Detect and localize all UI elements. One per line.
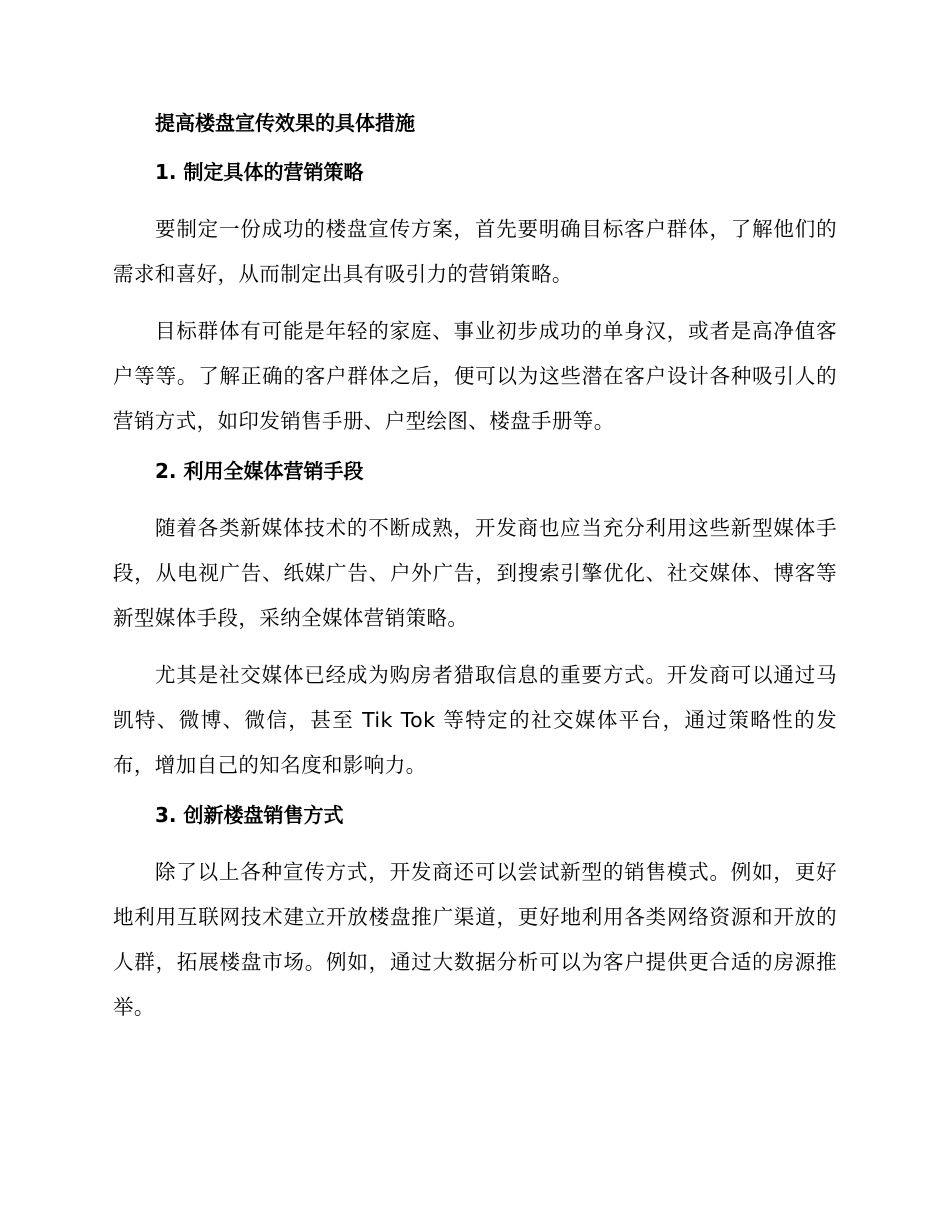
document-page xyxy=(113,108,837,1042)
section-1 xyxy=(113,157,837,444)
section-heading-2: 2. 利用全媒体营销手段 xyxy=(155,459,364,483)
section-heading-3: 3. 创新楼盘销售方式 xyxy=(155,803,344,827)
paragraph-2-1: 随着各类新媒体技术的不断成熟，开发商也应当充分利用这些新型媒体手段，从电视广告、纸媒广告、户外广告，到搜索引擎优化、社交媒体、博客等新型媒体手段，采纳全媒体营销策略。 xyxy=(113,516,837,630)
document-title: 提高楼盘宣传效果的具体措施 xyxy=(155,111,415,135)
paragraph-3-1: 除了以上各种宣传方式，开发商还可以尝试新型的销售模式。例如，更好地利用互联网技术建立开放楼盘推广渠道，更好地利用各类网络资源和开放的人群，拓展楼盘市场。例如，通过大数据分析可以为客户提供更合适的房源推举。 xyxy=(113,860,837,1019)
section-3 xyxy=(113,800,837,1030)
section-heading-1: 1. 制定具体的营销策略 xyxy=(155,160,364,184)
paragraph-1-2: 目标群体有可能是年轻的家庭、事业初步成功的单身汉，或者是高净值客户等等。了解正确的客户群体之后，便可以为这些潜在客户设计各种吸引人的营销方式，如印发销售手册、户型绘图、楼盘手册等。 xyxy=(113,319,837,433)
paragraph-2-2: 尤其是社交媒体已经成为购房者猎取信息的重要方式。开发商可以通过马凯特、微博、微信，甚至 Tik Tok 等特定的社交媒体平台，通过策略性的发布，增加自己的知名度和影响力。 xyxy=(113,663,837,777)
section-2 xyxy=(113,456,837,788)
paragraph-1-1: 要制定一份成功的楼盘宣传方案，首先要明确目标客户群体，了解他们的需求和喜好，从而制定出具有吸引力的营销策略。 xyxy=(113,217,837,286)
